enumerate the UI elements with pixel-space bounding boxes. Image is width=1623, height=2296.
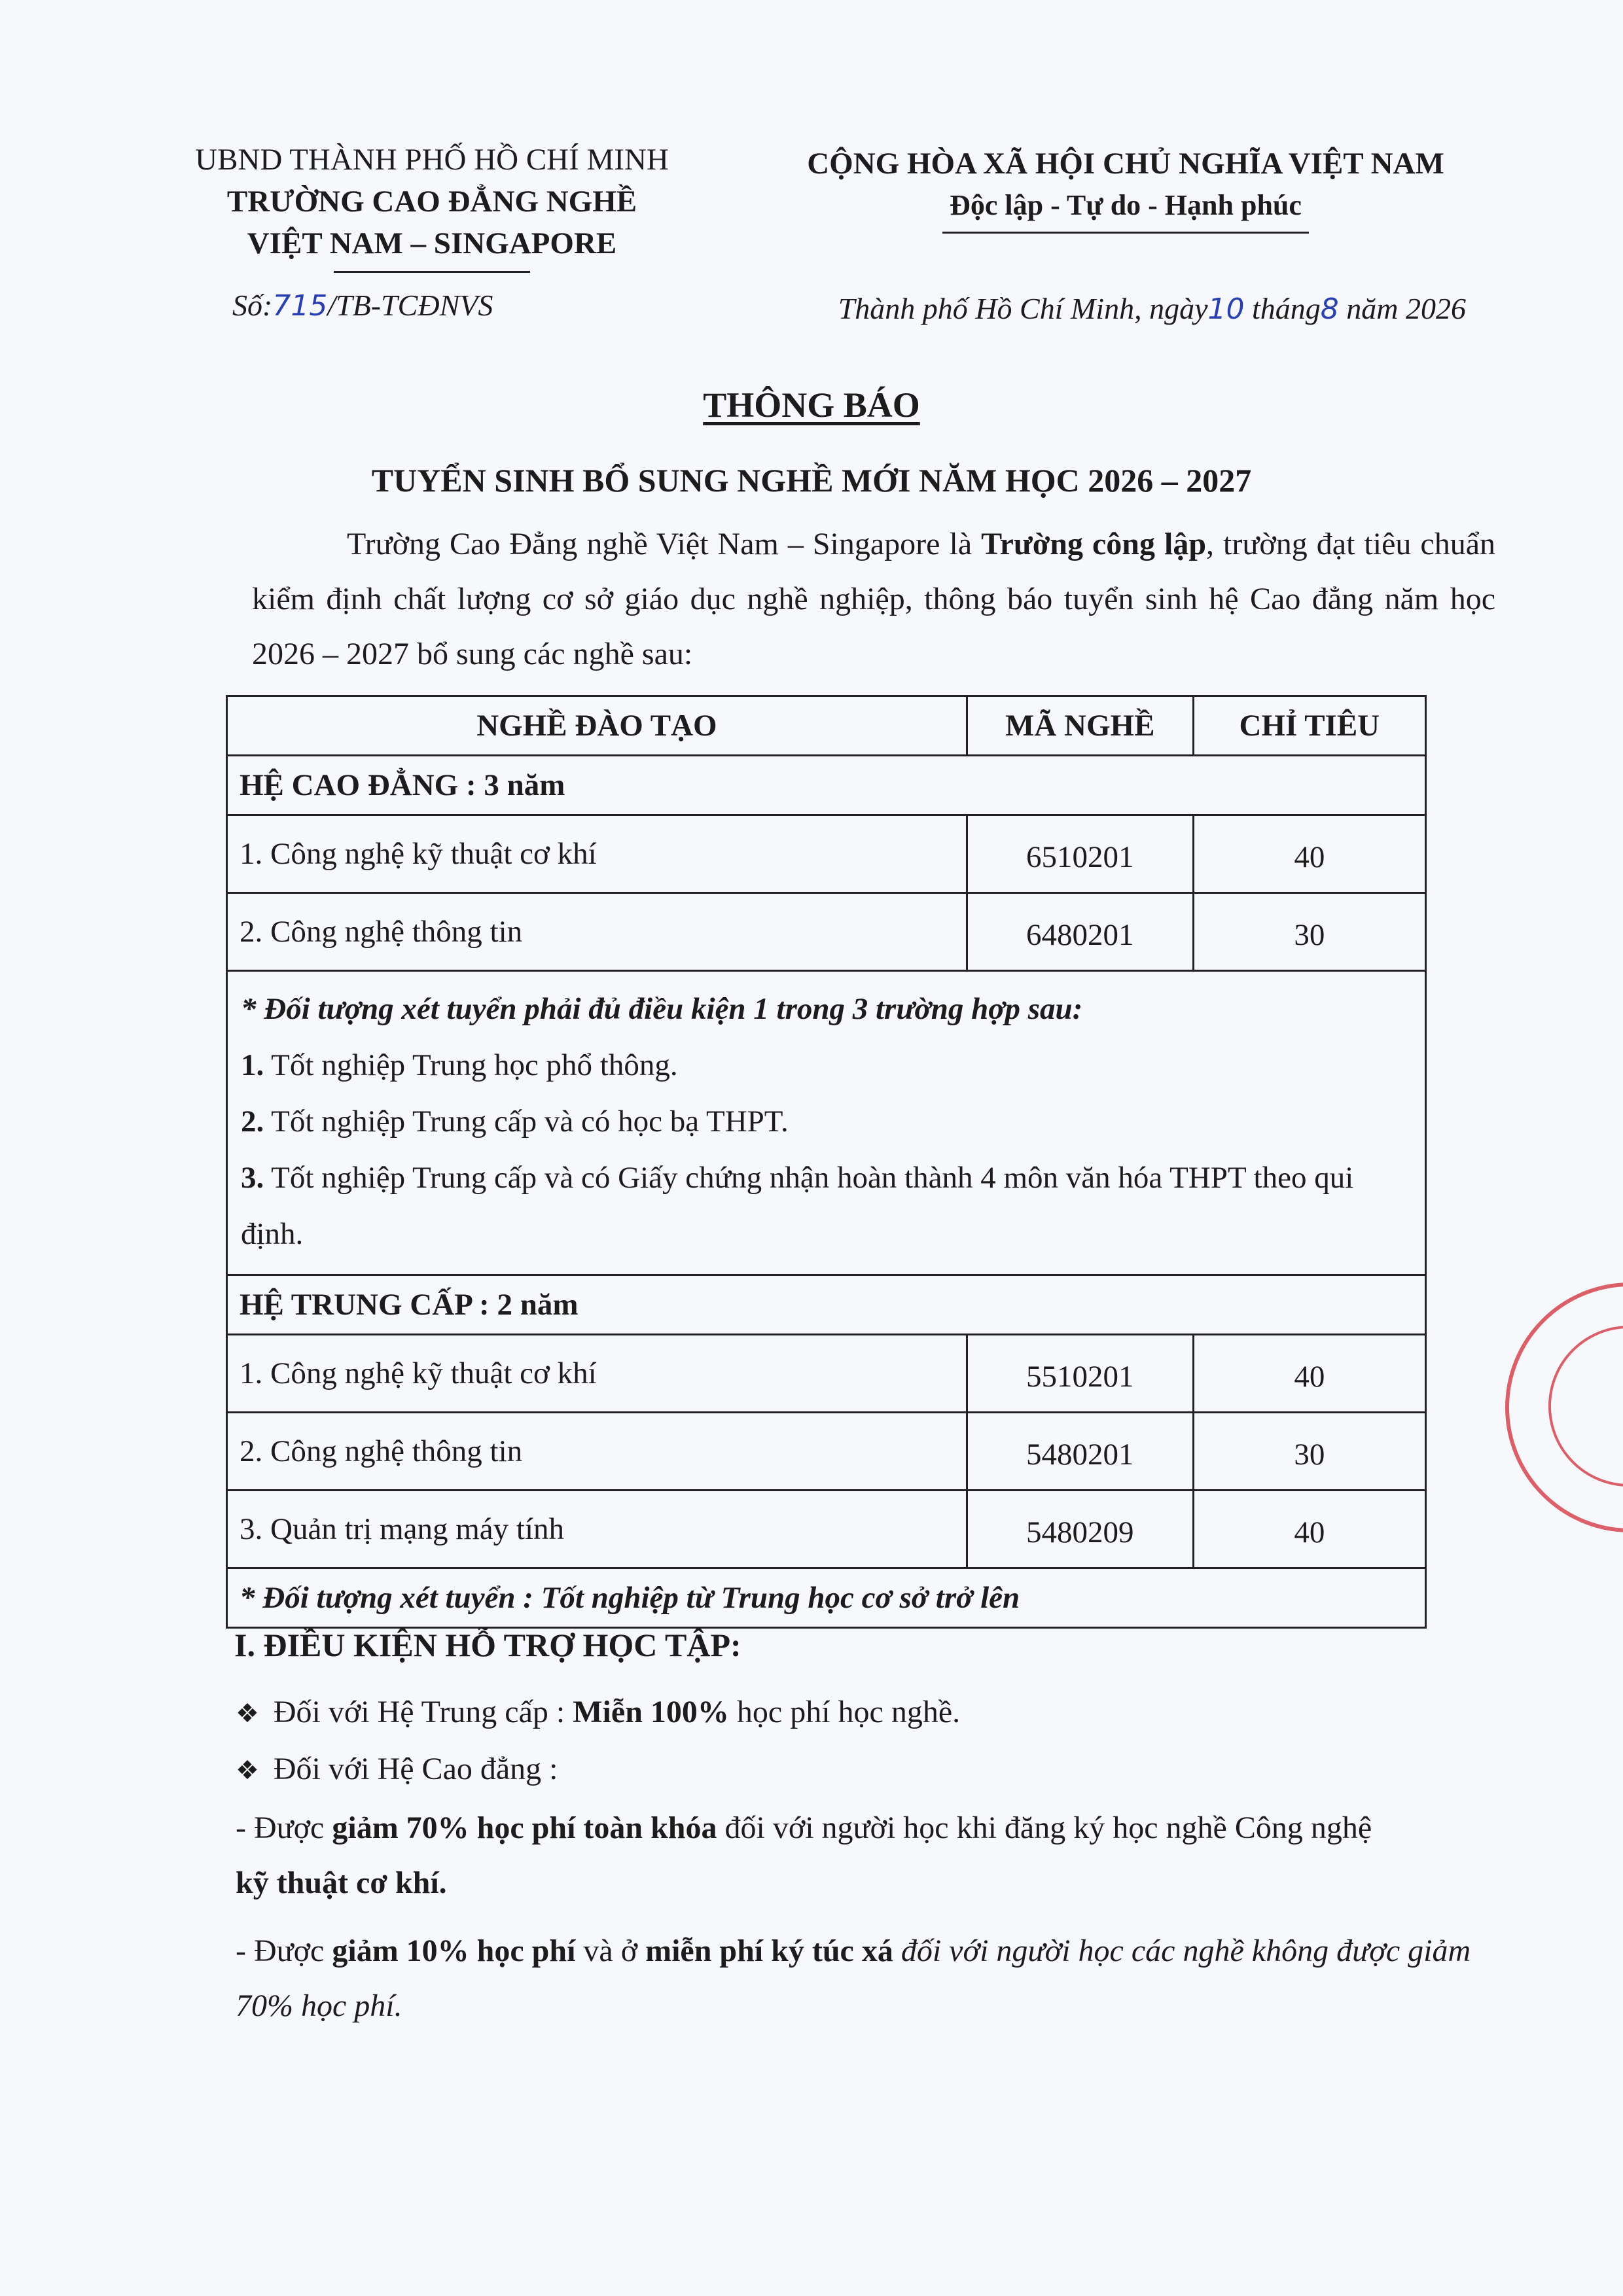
p1-bold: giảm 70% học phí toàn khóa — [332, 1810, 717, 1845]
red-seal-stamp — [1505, 1282, 1623, 1532]
college-conditions — [227, 971, 1426, 1275]
program-quota: 30 — [1193, 893, 1425, 971]
table-row — [227, 1491, 1426, 1568]
condition-item — [241, 1150, 1412, 1262]
p1-bold-2: kỹ thuật cơ khí. — [236, 1865, 447, 1900]
document-subtitle: TUYỂN SINH BỔ SUNG NGHỀ MỚI NĂM HỌC 2026 – 2027 — [371, 462, 1252, 499]
header-code: MÃ NGHỀ — [967, 696, 1193, 756]
program-name: 2. Công nghệ thông tin — [227, 893, 967, 971]
issuer-header — [164, 139, 700, 273]
diamond-bullet-icon: ❖ — [236, 1756, 259, 1786]
date-year: năm 2026 — [1346, 292, 1466, 325]
doc-no-prefix: Số: — [232, 289, 273, 322]
document-number — [232, 288, 493, 323]
issuer-line-3: VIỆT NAM – SINGAPORE — [247, 226, 617, 260]
issuer-line-2: TRƯỜNG CAO ĐẲNG NGHỀ — [226, 185, 637, 219]
date-line — [838, 291, 1466, 326]
table-header-row — [227, 696, 1426, 756]
intro-part-2: , trường đạt tiêu chuẩn kiểm định chất lượng cơ sở giáo dục nghề nghiệp, thông báo tuyển sinh hệ Cao đẳng năm học 2026 – 2027 bổ sung các nghề sau: — [252, 527, 1496, 671]
table-row — [227, 1335, 1426, 1413]
table-row — [227, 1413, 1426, 1491]
intermediate-condition: * Đối tượng xét tuyển : Tốt nghiệp từ Trung học cơ sở trở lên — [227, 1568, 1426, 1628]
diamond-bullet-icon: ❖ — [236, 1699, 259, 1729]
condition-text: Tốt nghiệp Trung cấp và có Giấy chứng nhận hoàn thành 4 môn văn hóa THPT theo qui định. — [241, 1161, 1354, 1251]
program-name: 3. Quản trị mạng máy tính — [227, 1491, 967, 1568]
bullet-text: Đối với Hệ Cao đẳng : — [273, 1752, 558, 1786]
p1-c: đối với người học khi đăng ký học nghề Công nghệ — [717, 1810, 1372, 1845]
condition-text: Tốt nghiệp Trung cấp và có học bạ THPT. — [264, 1104, 789, 1139]
college-conditions-row — [227, 971, 1426, 1275]
college-section-row — [227, 756, 1426, 815]
document-title: THÔNG BÁO — [703, 385, 920, 425]
date-month: 8 — [1320, 292, 1339, 326]
p2-c: và ở — [575, 1934, 646, 1968]
header-quota: CHỈ TIÊU — [1193, 696, 1425, 756]
table-row — [227, 893, 1426, 971]
support-bullet-college — [236, 1742, 1495, 1798]
issuer-underline — [334, 271, 530, 273]
header-name: NGHỀ ĐÀO TẠO — [227, 696, 967, 756]
table-row — [227, 815, 1426, 893]
program-quota: 40 — [1193, 1335, 1425, 1413]
program-code: 6510201 — [967, 815, 1193, 893]
intermediate-section-row — [227, 1275, 1426, 1335]
p2-bold-2: miễn phí ký túc xá — [645, 1934, 893, 1968]
condition-item — [241, 1093, 1412, 1150]
bullet-text: Đối với Hệ Trung cấp : — [273, 1695, 573, 1729]
p2-bold: giảm 10% học phí — [332, 1934, 576, 1968]
programs-table — [226, 695, 1427, 1629]
intro-bold: Trường công lập — [981, 527, 1207, 561]
seal-inner-ring — [1548, 1326, 1623, 1487]
p2-a: - Được — [236, 1934, 332, 1968]
intermediate-condition-row — [227, 1568, 1426, 1628]
program-code: 5480201 — [967, 1413, 1193, 1491]
national-title: CỘNG HÒA XÃ HỘI CHỦ NGHĨA VIỆT NAM — [807, 147, 1444, 181]
college-label: HỆ CAO ĐẲNG : 3 năm — [227, 756, 1426, 815]
program-code: 5510201 — [967, 1335, 1193, 1413]
support-bullet-intermediate — [236, 1685, 1495, 1741]
program-name: 1. Công nghệ kỹ thuật cơ khí — [227, 1335, 967, 1413]
motto-underline — [942, 232, 1309, 234]
bullet-bold: Miễn 100% — [573, 1695, 729, 1729]
condition-item — [241, 1037, 1412, 1093]
program-quota: 40 — [1193, 1491, 1425, 1568]
p1-a: - Được — [236, 1810, 332, 1845]
program-name: 2. Công nghệ thông tin — [227, 1413, 967, 1491]
condition-number: 2. — [241, 1104, 264, 1139]
program-quota: 40 — [1193, 815, 1425, 893]
date-prefix: Thành phố Hồ Chí Minh, ngày — [838, 292, 1208, 325]
condition-heading: * Đối tượng xét tuyển phải đủ điều kiện 1 trong 3 trường hợp sau: — [241, 992, 1083, 1026]
national-header — [772, 143, 1479, 234]
doc-no-handwritten: 715 — [272, 289, 328, 323]
support-heading: I. ĐIỀU KIỆN HỖ TRỢ HỌC TẬP: — [234, 1627, 741, 1663]
intermediate-label: HỆ TRUNG CẤP : 2 năm — [227, 1275, 1426, 1335]
support-paragraph-1 — [236, 1801, 1495, 1911]
issuer-line-1: UBND THÀNH PHỐ HỒ CHÍ MINH — [195, 143, 669, 177]
intro-paragraph — [252, 517, 1495, 682]
program-quota: 30 — [1193, 1413, 1425, 1491]
date-day: 10 — [1207, 292, 1245, 326]
support-paragraph-2 — [236, 1924, 1495, 2034]
national-motto: Độc lập - Tự do - Hạnh phúc — [950, 189, 1302, 221]
doc-no-suffix: /TB-TCĐNVS — [327, 289, 493, 322]
program-code: 5480209 — [967, 1491, 1193, 1568]
p2-italic: đối với người học các nghề không được giảm 70% học phí. — [236, 1934, 1471, 2023]
intro-part-1: Trường Cao Đẳng nghề Việt Nam – Singapore là — [347, 527, 982, 561]
condition-number: 1. — [241, 1048, 264, 1082]
bullet-tail: học phí học nghề. — [728, 1695, 961, 1729]
program-code: 6480201 — [967, 893, 1193, 971]
condition-number: 3. — [241, 1161, 264, 1195]
condition-text: Tốt nghiệp Trung học phổ thông. — [264, 1048, 678, 1082]
program-name: 1. Công nghệ kỹ thuật cơ khí — [227, 815, 967, 893]
date-month-label: tháng — [1251, 292, 1321, 325]
